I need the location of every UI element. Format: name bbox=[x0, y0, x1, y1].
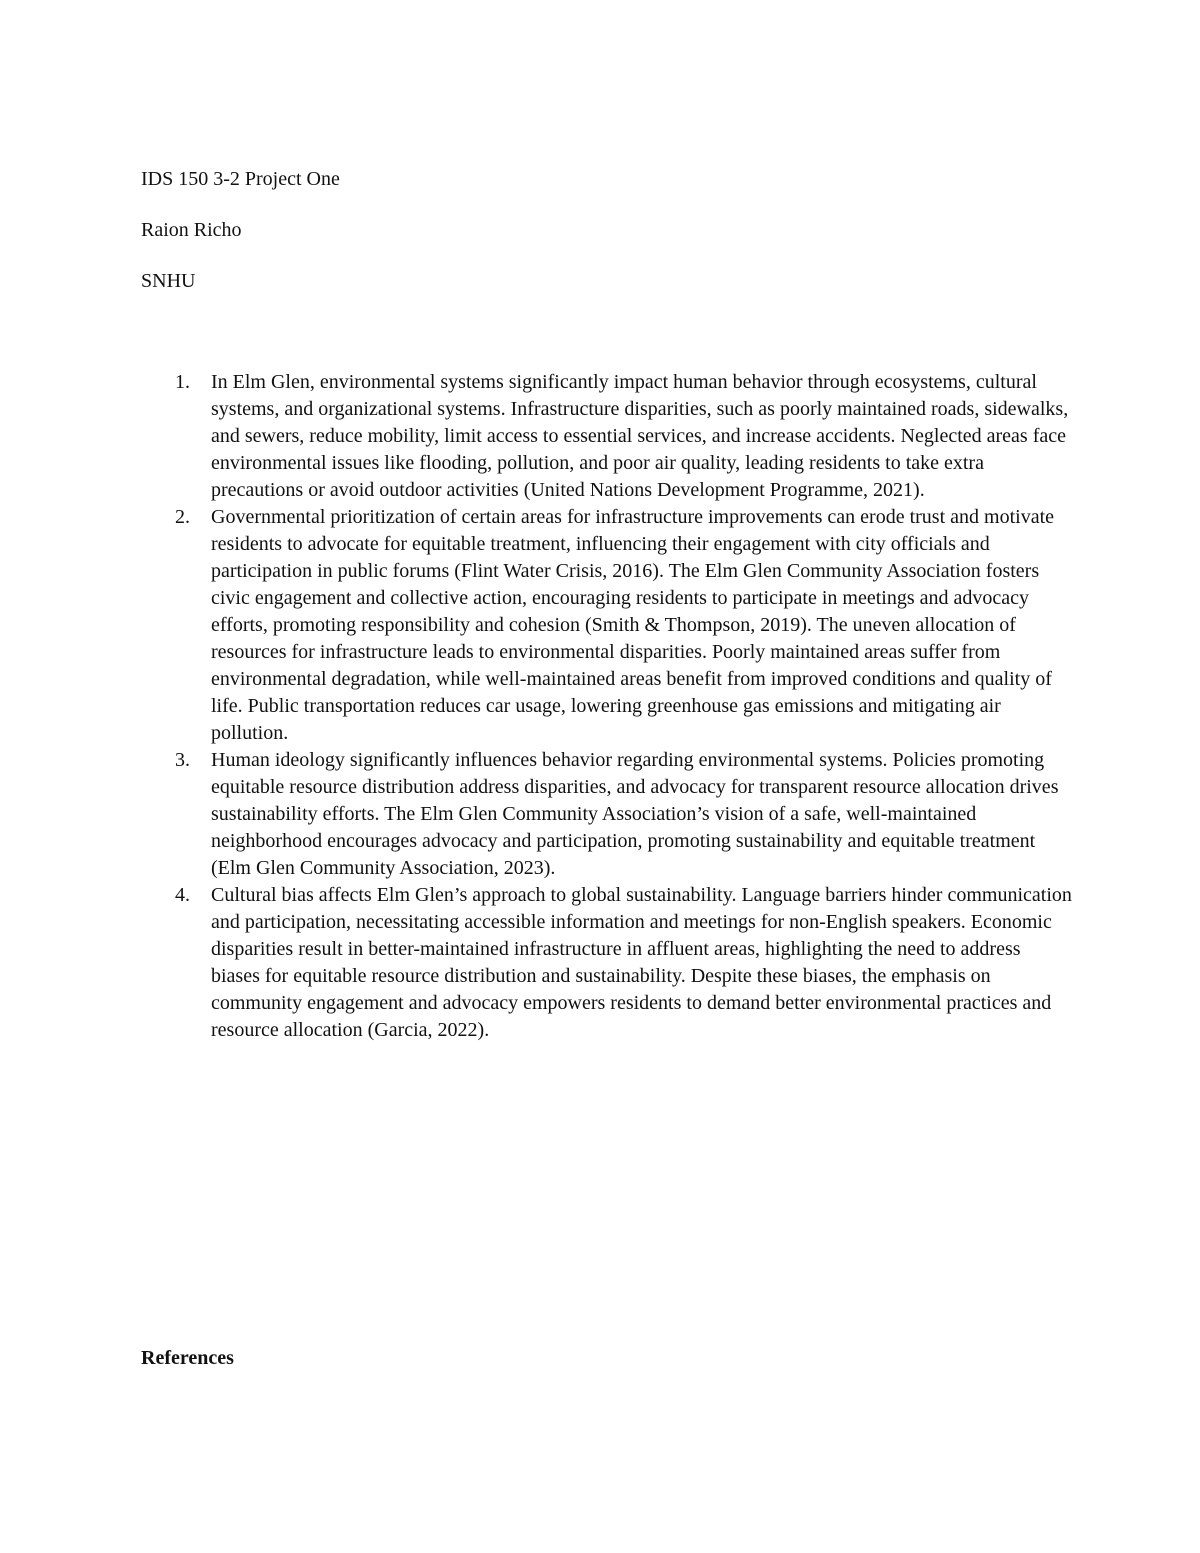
list-item-text: In Elm Glen, environmental systems significantly impact human behavior through ecosystems, cultural systems, and organizational systems. Infrastructure disparities, such as poorly maintained roads, sidewalks, and sewers, reduce mobility, limit access to essential services, and increase accidents. Neglected areas face environmental issues like flooding, pollution, and poor air quality, leading residents to take extra precautions or avoid outdoor activities (United Nations Development Programme, 2021). bbox=[211, 371, 1069, 501]
list-item bbox=[0, 747, 1200, 882]
author-name: Raion Richo bbox=[141, 219, 242, 241]
list-item bbox=[0, 504, 1200, 747]
numbered-list bbox=[0, 369, 1200, 1044]
list-item-text: Cultural bias affects Elm Glen’s approach to global sustainability. Language barriers hinder communication and participation, necessitating accessible information and meetings for non-English speakers. Economic disparities result in better-maintained infrastructure in affluent areas, highlighting the need to address biases for equitable resource distribution and sustainability. Despite these biases, the emphasis on community engagement and advocacy empowers residents to demand better environmental practices and resource allocation (Garcia, 2022). bbox=[211, 884, 1072, 1041]
list-item-number: 2. bbox=[175, 506, 190, 528]
list-item-number: 3. bbox=[175, 749, 190, 771]
list-item bbox=[0, 369, 1200, 504]
list-item bbox=[0, 882, 1200, 1044]
list-item-number: 1. bbox=[175, 371, 190, 393]
references-heading: References bbox=[141, 1347, 234, 1369]
course-title: IDS 150 3-2 Project One bbox=[141, 168, 340, 190]
list-item-number: 4. bbox=[175, 884, 190, 906]
list-item-text: Governmental prioritization of certain areas for infrastructure improvements can erode trust and motivate residents to advocate for equitable treatment, influencing their engagement with city officials and participation in public forums (Flint Water Crisis, 2016). The Elm Glen Community Association fosters civic engagement and collective action, encouraging residents to participate in meetings and advocacy efforts, promoting responsibility and cohesion (Smith & Thompson, 2019). The uneven allocation of resources for infrastructure leads to environmental disparities. Poorly maintained areas suffer from environmental degradation, while well-maintained areas benefit from improved conditions and quality of life. Public transportation reduces car usage, lowering greenhouse gas emissions and mitigating air pollution. bbox=[211, 506, 1055, 744]
list-item-text: Human ideology significantly influences behavior regarding environmental systems. Policies promoting equitable resource distribution address disparities, and advocacy for transparent resource allocation drives sustainability efforts. The Elm Glen Community Association’s vision of a safe, well-maintained neighborhood encourages advocacy and participation, promoting sustainability and equitable treatment (Elm Glen Community Association, 2023). bbox=[211, 749, 1059, 879]
institution-name: SNHU bbox=[141, 270, 196, 292]
